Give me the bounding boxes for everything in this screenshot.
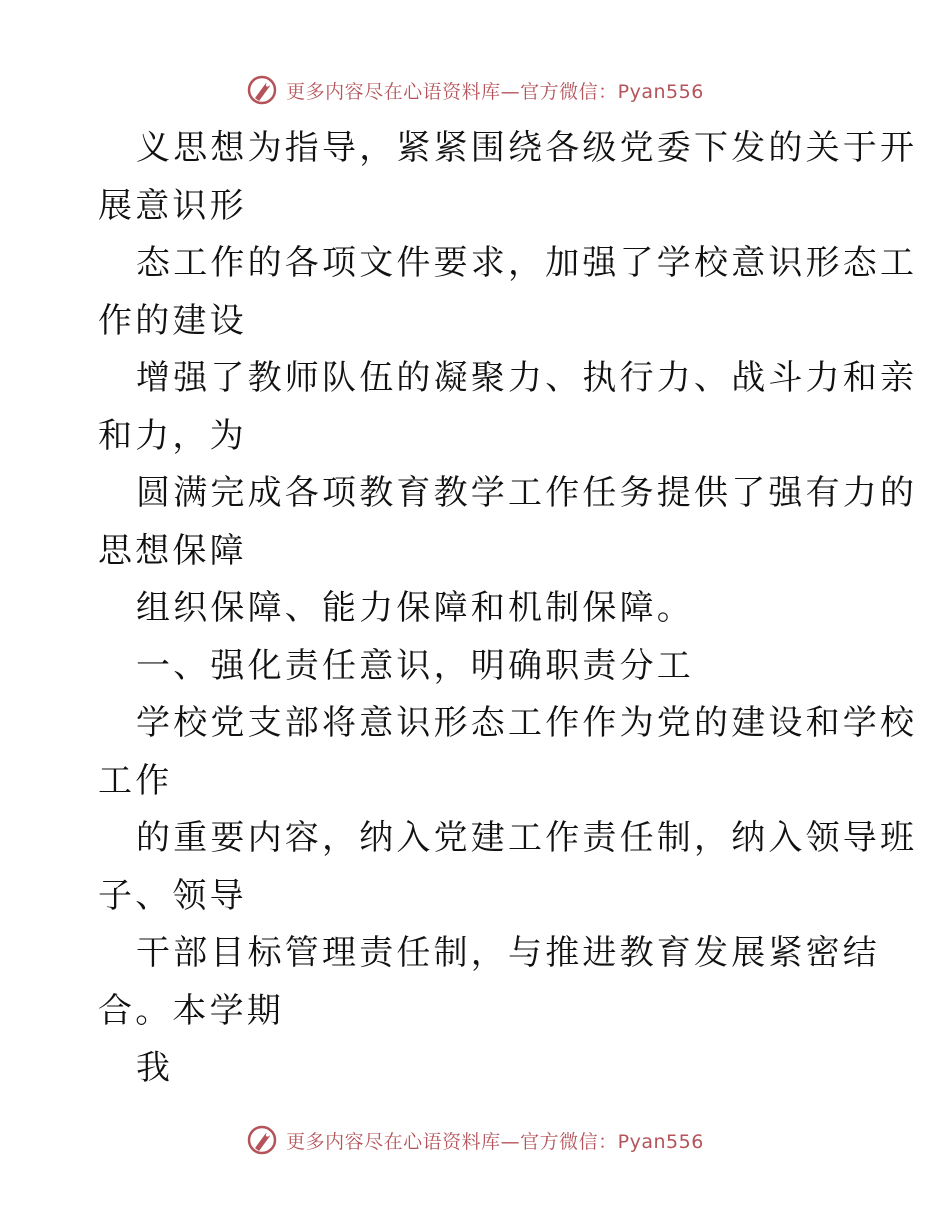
text-line: 工作 <box>98 760 173 801</box>
section-heading: 一、强化责任意识，明确职责分工 <box>136 645 694 686</box>
text-line: 增强了教师队伍的凝聚力、执行力、战斗力和亲 <box>136 358 918 398</box>
pen-logo-icon <box>246 74 278 106</box>
text-line: 子、领导 <box>98 875 247 916</box>
text-line: 和力，为 <box>98 415 247 456</box>
text-line: 干部目标管理责任制，与推进教育发展紧密结 <box>136 933 880 973</box>
header-banner <box>0 70 950 110</box>
text-line: 我 <box>136 1048 174 1088</box>
text-line: 的重要内容，纳入党建工作责任制，纳入领导班 <box>136 818 918 858</box>
footer-banner <box>0 1120 950 1160</box>
text-line: 组织保障、能力保障和机制保障。 <box>136 588 694 628</box>
text-line: 圆满完成各项教育教学工作任务提供了强有力的 <box>136 473 918 513</box>
document-body <box>98 120 918 1098</box>
text-line: 学校党支部将意识形态工作作为党的建设和学校 <box>136 703 918 743</box>
header-banner-text: 更多内容尽在心语资料库—官方微信：Pyan556 <box>286 80 704 103</box>
text-line: 思想保障 <box>98 530 247 571</box>
text-line: 作的建设 <box>98 300 247 341</box>
pen-logo-icon <box>246 1124 278 1156</box>
text-line: 义思想为指导，紧紧围绕各级党委下发的关于开 <box>136 128 918 168</box>
footer-banner-text: 更多内容尽在心语资料库—官方微信：Pyan556 <box>286 1130 704 1153</box>
text-line: 态工作的各项文件要求，加强了学校意识形态工 <box>136 243 918 283</box>
text-line: 展意识形 <box>98 185 247 226</box>
text-line: 合。本学期 <box>98 990 284 1031</box>
